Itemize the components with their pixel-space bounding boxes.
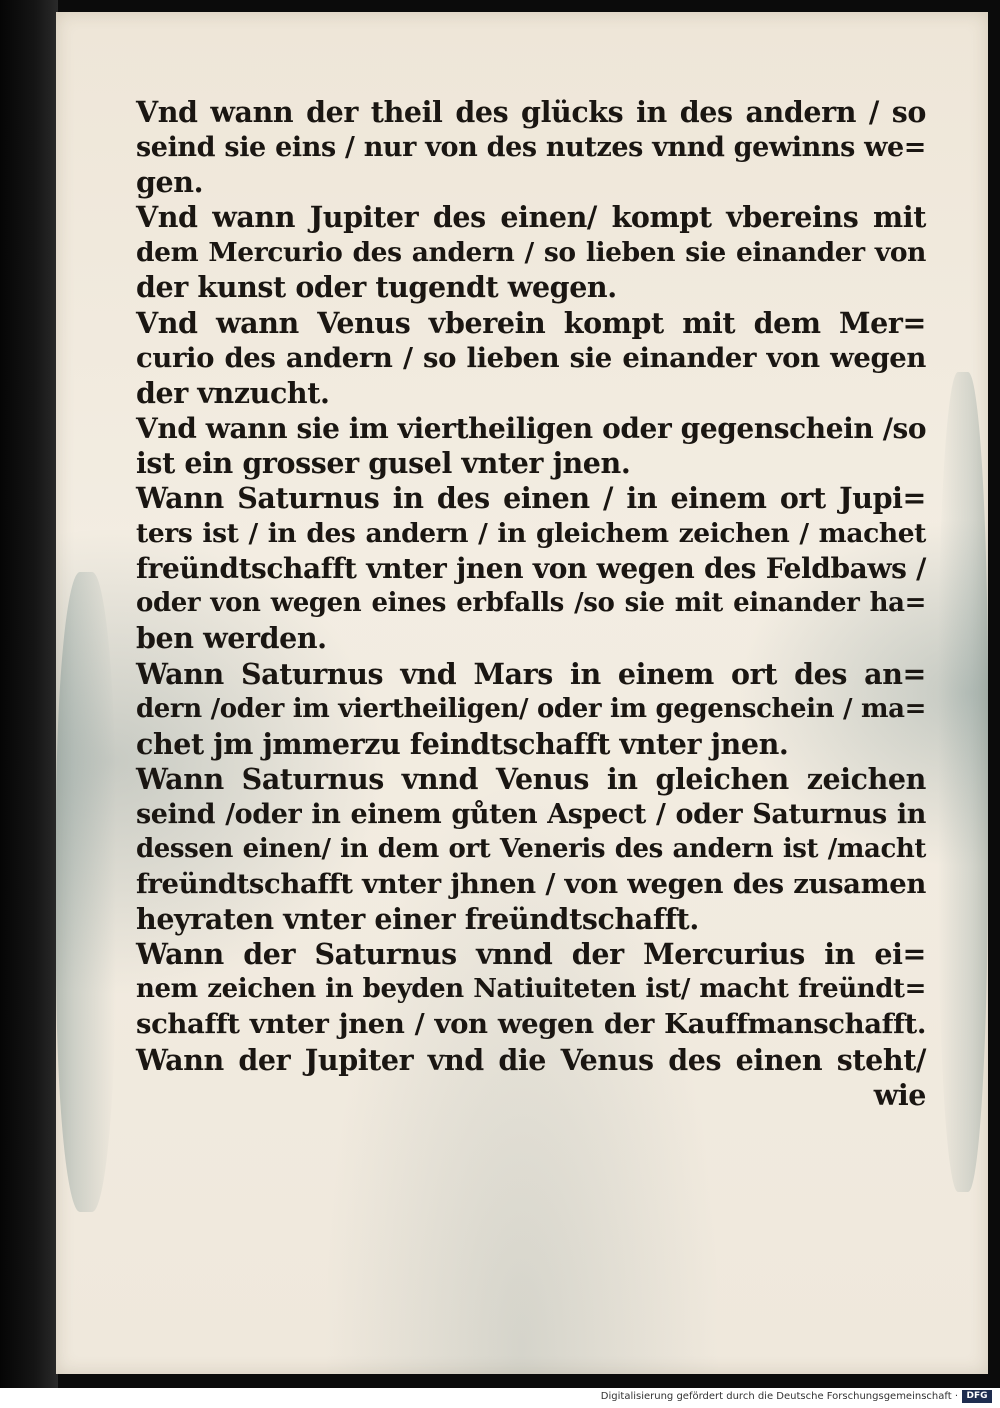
text-line: Wann Saturnus vnd Mars in einem ort des an=: [136, 656, 926, 691]
text-line: chet jm jmmerzu feindtschafft vnter jnen.: [136, 726, 789, 761]
text-line: heyraten vnter einer freündtschafft.: [136, 902, 699, 937]
text-line: der vnzucht.: [136, 375, 330, 410]
text-line: freündtschafft vnter jnen von wegen des Feldbaws /: [136, 552, 926, 586]
catchword: wie: [873, 1077, 926, 1112]
text-line: ist ein grosser gusel vnter jnen.: [136, 445, 631, 480]
text-line: dem Mercurio des andern / so lieben sie einander von: [136, 237, 926, 269]
text-line: ters ist / in des andern / in gleichem zeichen / machet: [136, 518, 926, 550]
text-line: dern /oder im viertheiligen/ oder im gegenschein / ma=: [136, 693, 926, 724]
text-line: der kunst oder tugendt wegen.: [136, 270, 617, 305]
text-line: ben werden.: [136, 621, 327, 656]
water-stain-left: [56, 572, 116, 1212]
text-line: curio des andern / so lieben sie einander von wegen: [136, 341, 926, 374]
text-line: freündtschafft vnter jhnen / von wegen des zusamen: [136, 868, 926, 901]
text-line: nem zeichen in beyden Natiuiteten ist/ macht freündt=: [136, 974, 926, 1005]
text-line: Vnd wann sie im viertheiligen oder gegenschein /so: [136, 411, 927, 445]
text-line: Wann der Jupiter vnd die Venus des einen steht/: [136, 1042, 926, 1077]
text-line: Wann Saturnus vnnd Venus in gleichen zeichen: [136, 761, 926, 796]
text-line: oder von wegen eines erbfalls /so sie mit einander ha=: [136, 588, 926, 619]
text-line: Vnd wann Jupiter des einen/ kompt vbereins mit: [136, 200, 926, 235]
dfg-logo-icon: DFG: [962, 1390, 992, 1403]
footer-credit: [601, 1390, 992, 1403]
text-line: Wann der Saturnus vnnd der Mercurius in ei=: [136, 937, 926, 972]
text-line: seind /oder in einem gůten Aspect / oder Saturnus in: [136, 798, 926, 830]
text-line: Vnd wann Venus vberein kompt mit dem Mer=: [136, 305, 926, 340]
text-line: Wann Saturnus in des einen / in einem ort Jupi=: [136, 481, 926, 516]
water-stain-right: [938, 372, 988, 1192]
text-line: dessen einen/ in dem ort Veneris des andern ist /macht: [136, 833, 926, 864]
text-line: gen.: [136, 165, 204, 200]
funding-credit-text: Digitalisierung gefördert durch die Deutsche Forschungsgemeinschaft ·: [600, 1391, 958, 1402]
page-gutter: [0, 0, 58, 1388]
text-line: seind sie eins / nur von des nutzes vnnd gewinns we=: [136, 132, 926, 164]
text-line: Vnd wann der theil des glücks in des andern / so: [136, 95, 926, 129]
page-text: [136, 95, 926, 1113]
text-line: schafft vnter jnen / von wegen der Kauffmanschafft.: [136, 1008, 926, 1041]
